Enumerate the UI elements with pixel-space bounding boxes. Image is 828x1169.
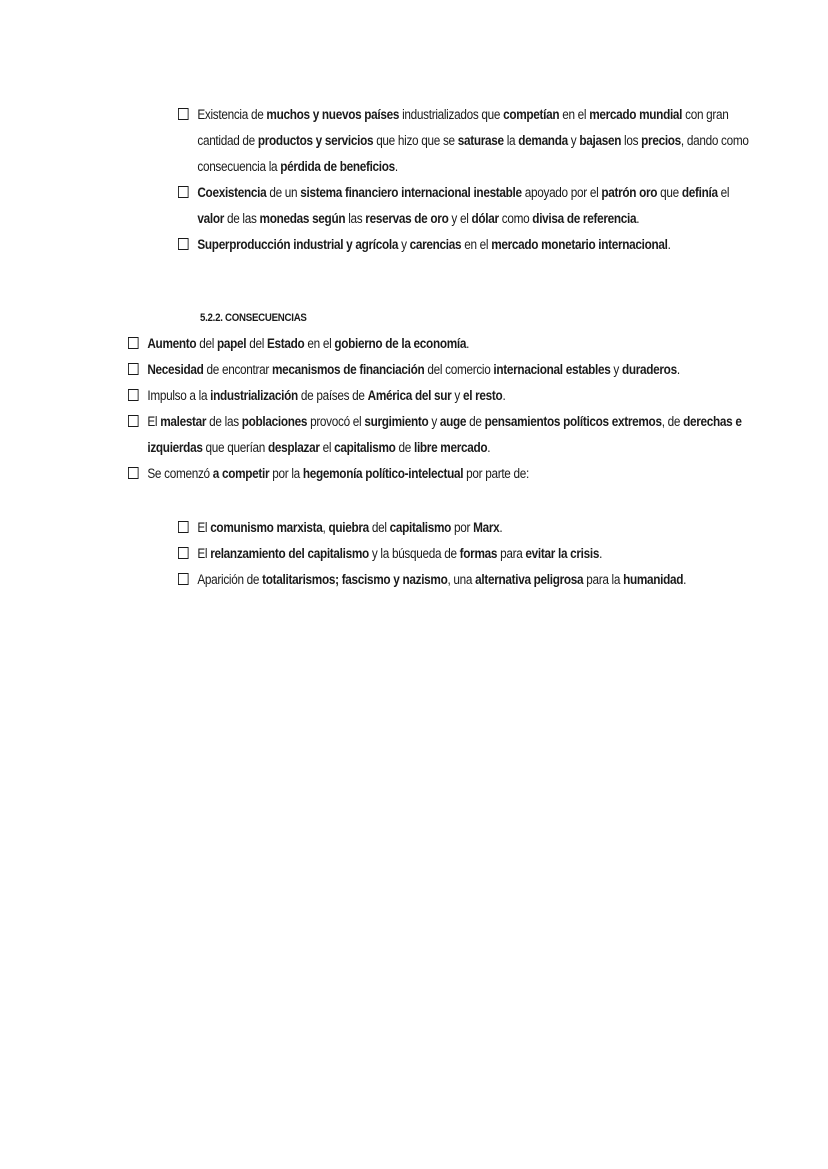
bold-segment: alternativa peligrosa	[475, 572, 584, 587]
text-segment: para la	[583, 572, 624, 587]
checkbox-icon[interactable]	[178, 573, 189, 585]
text-segment: .	[487, 440, 491, 455]
consequences-list	[128, 331, 742, 487]
item-text	[147, 362, 679, 377]
text-segment: El	[197, 520, 211, 535]
competitors-list	[178, 515, 738, 593]
bold-segment: mecanismos de financiación	[271, 362, 425, 377]
bold-segment: pensamientos políticos extremos	[484, 414, 662, 429]
text-segment: apoyado por el	[521, 185, 602, 200]
item-text	[197, 520, 502, 535]
bold-segment: Necesidad	[147, 362, 204, 377]
text-segment: El	[197, 546, 211, 561]
bold-segment: malestar	[160, 414, 207, 429]
checkbox-icon[interactable]	[128, 337, 139, 349]
checkbox-icon[interactable]	[178, 108, 189, 120]
bold-segment: pérdida de beneficios	[280, 159, 395, 174]
checkbox-icon[interactable]	[178, 186, 189, 198]
bold-segment: valor	[197, 211, 224, 226]
bold-segment: quiebra	[328, 520, 369, 535]
checkbox-icon[interactable]	[178, 238, 189, 250]
text-segment: industrializados que	[399, 107, 504, 122]
text-segment: Impulso a la	[147, 388, 211, 403]
bold-segment: productos y servicios	[257, 133, 374, 148]
checklist-item	[128, 461, 744, 487]
text-segment: para	[497, 546, 526, 561]
bold-segment: hegemonía político-intelectual	[302, 466, 464, 481]
bold-segment: gobierno de la economía	[334, 336, 467, 351]
text-segment: el	[319, 440, 335, 455]
item-text	[197, 185, 729, 226]
bold-segment: el resto	[462, 388, 503, 403]
bold-segment: competían	[503, 107, 560, 122]
bold-segment: Marx	[473, 520, 500, 535]
text-segment: de	[395, 440, 414, 455]
checkbox-icon[interactable]	[178, 547, 189, 559]
text-segment: del comercio	[424, 362, 494, 377]
bold-segment: definía	[681, 185, 718, 200]
text-segment: Aparición de	[197, 572, 263, 587]
bold-segment: divisa de referencia	[532, 211, 637, 226]
text-segment: del	[246, 336, 267, 351]
text-segment: en el	[559, 107, 590, 122]
bold-segment: formas	[459, 546, 498, 561]
bold-segment: saturase	[457, 133, 504, 148]
causes-list	[178, 102, 749, 258]
bold-segment: demanda	[518, 133, 568, 148]
text-segment: y	[567, 133, 580, 148]
text-segment: .	[676, 362, 680, 377]
text-segment: que querían	[202, 440, 269, 455]
bold-segment: competir	[221, 466, 270, 481]
checkbox-icon[interactable]	[128, 363, 139, 375]
checklist-item	[178, 180, 754, 232]
text-segment: y	[451, 388, 463, 403]
bold-segment: duraderos	[621, 362, 677, 377]
bold-segment: dólar	[471, 211, 499, 226]
item-text	[147, 388, 505, 403]
text-segment: de	[466, 414, 485, 429]
checkbox-icon[interactable]	[178, 521, 189, 533]
bold-segment: reservas de oro	[365, 211, 449, 226]
checklist-item	[128, 383, 744, 409]
text-segment: por parte de:	[463, 466, 529, 481]
bold-segment: a	[212, 466, 220, 481]
text-segment: con gran cantidad de	[197, 107, 729, 148]
bold-segment: Coexistencia	[197, 185, 267, 200]
bold-segment: Superproducción industrial y agrícola	[197, 237, 399, 252]
bold-segment: poblaciones	[241, 414, 308, 429]
checkbox-icon[interactable]	[128, 389, 139, 401]
bold-segment: patrón oro	[601, 185, 658, 200]
section-heading: 5.2.2. CONSECUENCIAS	[200, 312, 307, 324]
item-text	[147, 414, 741, 455]
text-segment: .	[636, 211, 640, 226]
text-segment: Se comenzó	[147, 466, 213, 481]
text-segment: Existencia de	[197, 107, 267, 122]
text-segment: y	[398, 237, 410, 252]
bold-segment: monedas según	[259, 211, 346, 226]
text-segment: y	[428, 414, 440, 429]
text-segment: en el	[461, 237, 492, 252]
item-text	[197, 546, 602, 561]
bold-segment: evitar la crisis	[525, 546, 600, 561]
bold-segment: internacional estables	[493, 362, 611, 377]
text-segment: y la búsqueda de	[368, 546, 460, 561]
checklist-item	[178, 567, 754, 593]
bold-segment: relanzamiento del capitalismo	[210, 546, 369, 561]
bold-segment: muchos y nuevos países	[266, 107, 400, 122]
bold-segment: precios	[641, 133, 681, 148]
bold-segment: humanidad	[623, 572, 684, 587]
text-segment: .	[599, 546, 603, 561]
checklist-item	[178, 232, 754, 258]
text-segment: por la	[269, 466, 303, 481]
text-segment: de un	[266, 185, 301, 200]
text-segment: que	[657, 185, 682, 200]
checklist-item	[178, 541, 754, 567]
text-segment: en el	[304, 336, 335, 351]
bold-segment: industrialización	[210, 388, 298, 403]
bold-segment: mercado mundial	[589, 107, 683, 122]
text-segment: .	[499, 520, 503, 535]
item-text	[197, 107, 748, 174]
text-segment: , de	[661, 414, 684, 429]
text-segment: provocó el	[307, 414, 365, 429]
text-segment: .	[466, 336, 470, 351]
bold-segment: libre mercado	[413, 440, 488, 455]
bold-segment: bajasen	[579, 133, 622, 148]
item-text	[147, 466, 529, 481]
bold-segment: surgimiento	[364, 414, 429, 429]
text-segment: y el	[448, 211, 472, 226]
text-segment: por	[451, 520, 474, 535]
item-text	[197, 237, 670, 252]
bold-segment: desplazar	[268, 440, 320, 455]
text-segment: .	[667, 237, 671, 252]
text-segment: ,	[322, 520, 329, 535]
text-segment: que hizo que se	[373, 133, 458, 148]
text-segment: las	[345, 211, 366, 226]
checkbox-icon[interactable]	[128, 467, 139, 479]
text-segment: los	[621, 133, 642, 148]
text-segment: y	[610, 362, 622, 377]
bold-segment: derechas e izquierdas	[147, 414, 742, 455]
text-segment: del	[368, 520, 390, 535]
checklist-item	[128, 357, 744, 383]
text-segment: de las	[223, 211, 260, 226]
bold-segment: América del sur	[367, 388, 452, 403]
bold-segment: mercado monetario internacional	[491, 237, 668, 252]
checklist-item	[178, 102, 754, 180]
text-segment: .	[394, 159, 398, 174]
text-segment: de encontrar	[203, 362, 272, 377]
item-text	[197, 572, 686, 587]
text-segment: .	[502, 388, 506, 403]
bold-segment: Estado	[266, 336, 305, 351]
text-segment: , dando como consecuencia la	[197, 133, 749, 174]
text-segment: del	[196, 336, 218, 351]
text-segment: .	[683, 572, 687, 587]
bold-segment: capitalismo	[389, 520, 452, 535]
text-segment: , una	[447, 572, 476, 587]
text-segment: el	[717, 185, 730, 200]
bold-segment: capitalismo	[334, 440, 396, 455]
text-segment: de las	[206, 414, 242, 429]
checklist-item	[128, 331, 744, 357]
checkbox-icon[interactable]	[128, 415, 139, 427]
text-segment: como	[498, 211, 533, 226]
bold-segment: Aumento	[147, 336, 197, 351]
bold-segment: carencias	[409, 237, 462, 252]
bold-segment: totalitarismos; fascismo y nazismo	[262, 572, 448, 587]
bold-segment: comunismo marxista	[210, 520, 323, 535]
text-segment: de países de	[297, 388, 368, 403]
text-segment: la	[503, 133, 519, 148]
item-text	[147, 336, 469, 351]
bold-segment: papel	[217, 336, 247, 351]
checklist-item	[178, 515, 754, 541]
checklist-item	[128, 409, 744, 461]
text-segment: El	[147, 414, 161, 429]
bold-segment: sistema financiero internacional inestable	[300, 185, 522, 200]
bold-segment: auge	[439, 414, 467, 429]
